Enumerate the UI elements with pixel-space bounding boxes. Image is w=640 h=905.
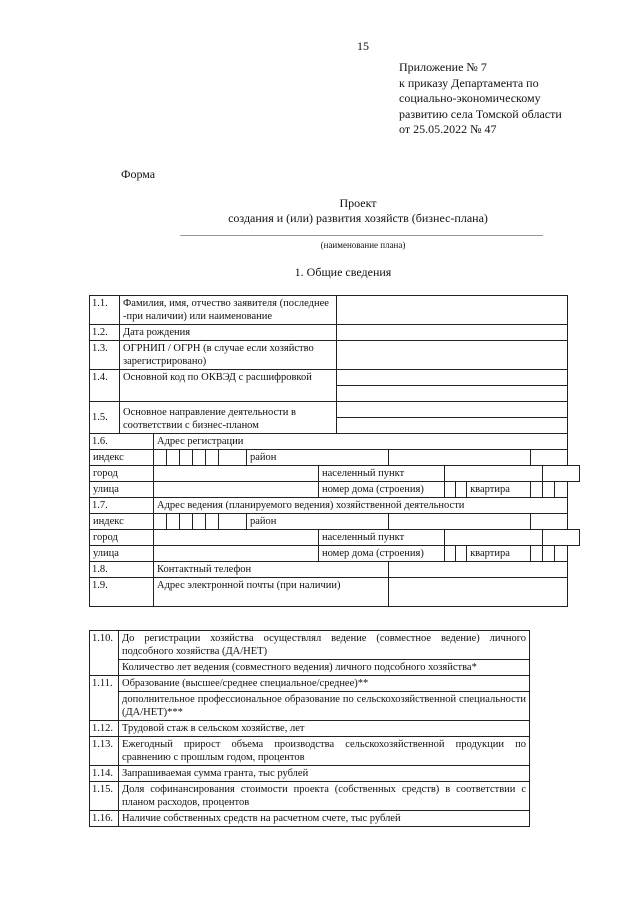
section-title: 1. Общие сведения: [294, 265, 392, 279]
index-digit-cell[interactable]: [180, 450, 193, 466]
index-digit-cell[interactable]: [219, 514, 247, 530]
appendix-line: от 25.05.2022 № 47: [399, 122, 497, 136]
value-cell[interactable]: [337, 418, 568, 434]
table-row: [90, 498, 580, 514]
apartment-cell[interactable]: [543, 482, 555, 498]
row-number: 1.7.: [90, 498, 154, 514]
row-number: 1.12.: [90, 721, 119, 737]
row-label: Основной код по ОКВЭД с расшифровкой: [120, 370, 337, 402]
address-row: [90, 466, 580, 482]
table-row: [90, 721, 530, 737]
address-row: [90, 482, 580, 498]
table-row: [90, 660, 530, 676]
table-row: [90, 782, 530, 811]
index-digit-cell[interactable]: [167, 450, 180, 466]
row-label: Фамилия, имя, отчество заявителя (последнее -при наличии) или наименование: [120, 296, 337, 325]
street-label: улица: [90, 546, 154, 562]
address-row: [90, 514, 580, 530]
table-row: [90, 676, 530, 692]
row-number: 1.5.: [90, 402, 120, 434]
table-row: [90, 370, 580, 386]
value-cell[interactable]: [337, 325, 568, 341]
row-number: 1.16.: [90, 811, 119, 827]
row-label: Доля софинансирования стоимости проекта (собственных средств) в соответствии с планом расходов, процентов: [119, 782, 530, 811]
index-digit-cell[interactable]: [193, 450, 206, 466]
appendix-line: социально-экономическому: [399, 91, 541, 105]
row-number: 1.8.: [90, 562, 154, 578]
row-number: 1.15.: [90, 782, 119, 811]
row-number: 1.1.: [90, 296, 120, 325]
row-number: 1.14.: [90, 766, 119, 782]
index-digit-cell[interactable]: [206, 514, 219, 530]
house-cell[interactable]: [456, 546, 467, 562]
district-value-extra[interactable]: [531, 514, 568, 530]
row-label: Наличие собственных средств на расчетном счете, тыс рублей: [119, 811, 530, 827]
row-number: 1.11.: [90, 676, 119, 721]
index-label: индекс: [90, 450, 154, 466]
row-number: 1.6.: [90, 434, 154, 450]
house-cell[interactable]: [456, 482, 467, 498]
table-row: [90, 578, 580, 607]
appendix-line: Приложение № 7: [399, 60, 487, 74]
index-digit-cell[interactable]: [154, 514, 167, 530]
apartment-cell[interactable]: [543, 546, 555, 562]
plan-name-line[interactable]: [180, 235, 543, 236]
index-digit-cell[interactable]: [193, 514, 206, 530]
row-label: Ежегодный прирост объема производства сельскохозяйственной продукции по сравнению с прошлым годом, процентов: [119, 737, 530, 766]
table-row: [90, 766, 530, 782]
settlement-label: населенный пункт: [319, 466, 445, 482]
row-label: Адрес регистрации: [154, 434, 568, 450]
house-label: номер дома (строения): [319, 482, 445, 498]
city-value[interactable]: [154, 466, 319, 482]
index-digit-cell[interactable]: [219, 450, 247, 466]
row-label: Трудовой стаж в сельском хозяйстве, лет: [119, 721, 530, 737]
index-digit-cell[interactable]: [167, 514, 180, 530]
row-number: 1.13.: [90, 737, 119, 766]
row-label: ОГРНИП / ОГРН (в случае если хозяйство зарегистрировано): [120, 341, 337, 370]
value-cell[interactable]: [389, 578, 568, 607]
form-label: Форма: [121, 167, 156, 181]
street-value[interactable]: [154, 546, 319, 562]
apartment-cell[interactable]: [531, 482, 543, 498]
apartment-label: квартира: [467, 546, 531, 562]
house-cell[interactable]: [445, 546, 456, 562]
table-row: [90, 325, 580, 341]
row-number: 1.9.: [90, 578, 154, 607]
table-row: [90, 631, 530, 660]
table-row: [90, 692, 530, 721]
table-row: [90, 341, 580, 370]
value-cell[interactable]: [337, 386, 568, 402]
value-cell[interactable]: [337, 341, 568, 370]
appendix-line: развитию села Томской области: [399, 106, 562, 121]
additional-info-table: [89, 630, 530, 827]
row-label: Запрашиваемая сумма гранта, тыс рублей: [119, 766, 530, 782]
row-label: Адрес ведения (планируемого ведения) хозяйственной деятельности: [154, 498, 568, 514]
street-value[interactable]: [154, 482, 319, 498]
value-cell[interactable]: [389, 562, 568, 578]
apartment-label: квартира: [467, 482, 531, 498]
district-value-extra[interactable]: [531, 450, 568, 466]
row-sublabel: дополнительное профессиональное образование по сельскохозяйственной специальности (ДА/НЕТ)***: [119, 692, 530, 721]
settlement-label: населенный пункт: [319, 530, 445, 546]
apartment-cell[interactable]: [555, 546, 568, 562]
value-cell[interactable]: [337, 402, 568, 418]
district-label: район: [247, 450, 389, 466]
document-subtitle: создания и (или) развития хозяйств (бизнес-плана): [228, 211, 488, 225]
page-number: 15: [357, 39, 369, 53]
settlement-value-extra[interactable]: [543, 466, 580, 482]
row-label: Адрес электронной почты (при наличии): [154, 578, 389, 607]
index-label: индекс: [90, 514, 154, 530]
apartment-cell[interactable]: [555, 482, 568, 498]
district-label: район: [247, 514, 389, 530]
index-digit-cell[interactable]: [154, 450, 167, 466]
table-row: [90, 737, 530, 766]
general-info-table: [89, 295, 580, 607]
district-value[interactable]: [389, 514, 531, 530]
value-cell[interactable]: [337, 370, 568, 386]
house-label: номер дома (строения): [319, 546, 445, 562]
row-number: 1.2.: [90, 325, 120, 341]
city-label: город: [90, 530, 154, 546]
address-row: [90, 530, 580, 546]
table-row: [90, 434, 580, 450]
row-label: До регистрации хозяйства осуществлял ведение (совместное ведение) личного подсобного хозяйства (ДА/НЕТ): [119, 631, 530, 660]
row-label: Основное направление деятельности в соответствии с бизнес-планом: [120, 402, 337, 434]
settlement-value[interactable]: [445, 530, 543, 546]
settlement-value[interactable]: [445, 466, 543, 482]
appendix-line: к приказу Департамента по: [399, 75, 539, 90]
settlement-value-extra[interactable]: [543, 530, 580, 546]
row-label: Контактный телефон: [154, 562, 389, 578]
table-row: [90, 296, 580, 325]
document-title: Проект: [339, 196, 377, 210]
city-value[interactable]: [154, 530, 319, 546]
address-row: [90, 546, 580, 562]
house-cell[interactable]: [445, 482, 456, 498]
appendix-block: [399, 60, 562, 138]
value-cell[interactable]: [337, 296, 568, 325]
table-row: [90, 811, 530, 827]
address-row: [90, 450, 580, 466]
apartment-cell[interactable]: [531, 546, 543, 562]
index-digit-cell[interactable]: [180, 514, 193, 530]
row-sublabel: Количество лет ведения (совместного ведения) личного подсобного хозяйства*: [119, 660, 530, 676]
plan-name-caption: (наименование плана): [320, 240, 406, 250]
row-number: 1.3.: [90, 341, 120, 370]
row-number: 1.4.: [90, 370, 120, 402]
row-number: 1.10.: [90, 631, 119, 676]
city-label: город: [90, 466, 154, 482]
table-row: [90, 562, 580, 578]
row-label: Дата рождения: [120, 325, 337, 341]
index-digit-cell[interactable]: [206, 450, 219, 466]
table-row: [90, 402, 580, 418]
district-value[interactable]: [389, 450, 531, 466]
row-label: Образование (высшее/среднее специальное/среднее)**: [119, 676, 530, 692]
street-label: улица: [90, 482, 154, 498]
